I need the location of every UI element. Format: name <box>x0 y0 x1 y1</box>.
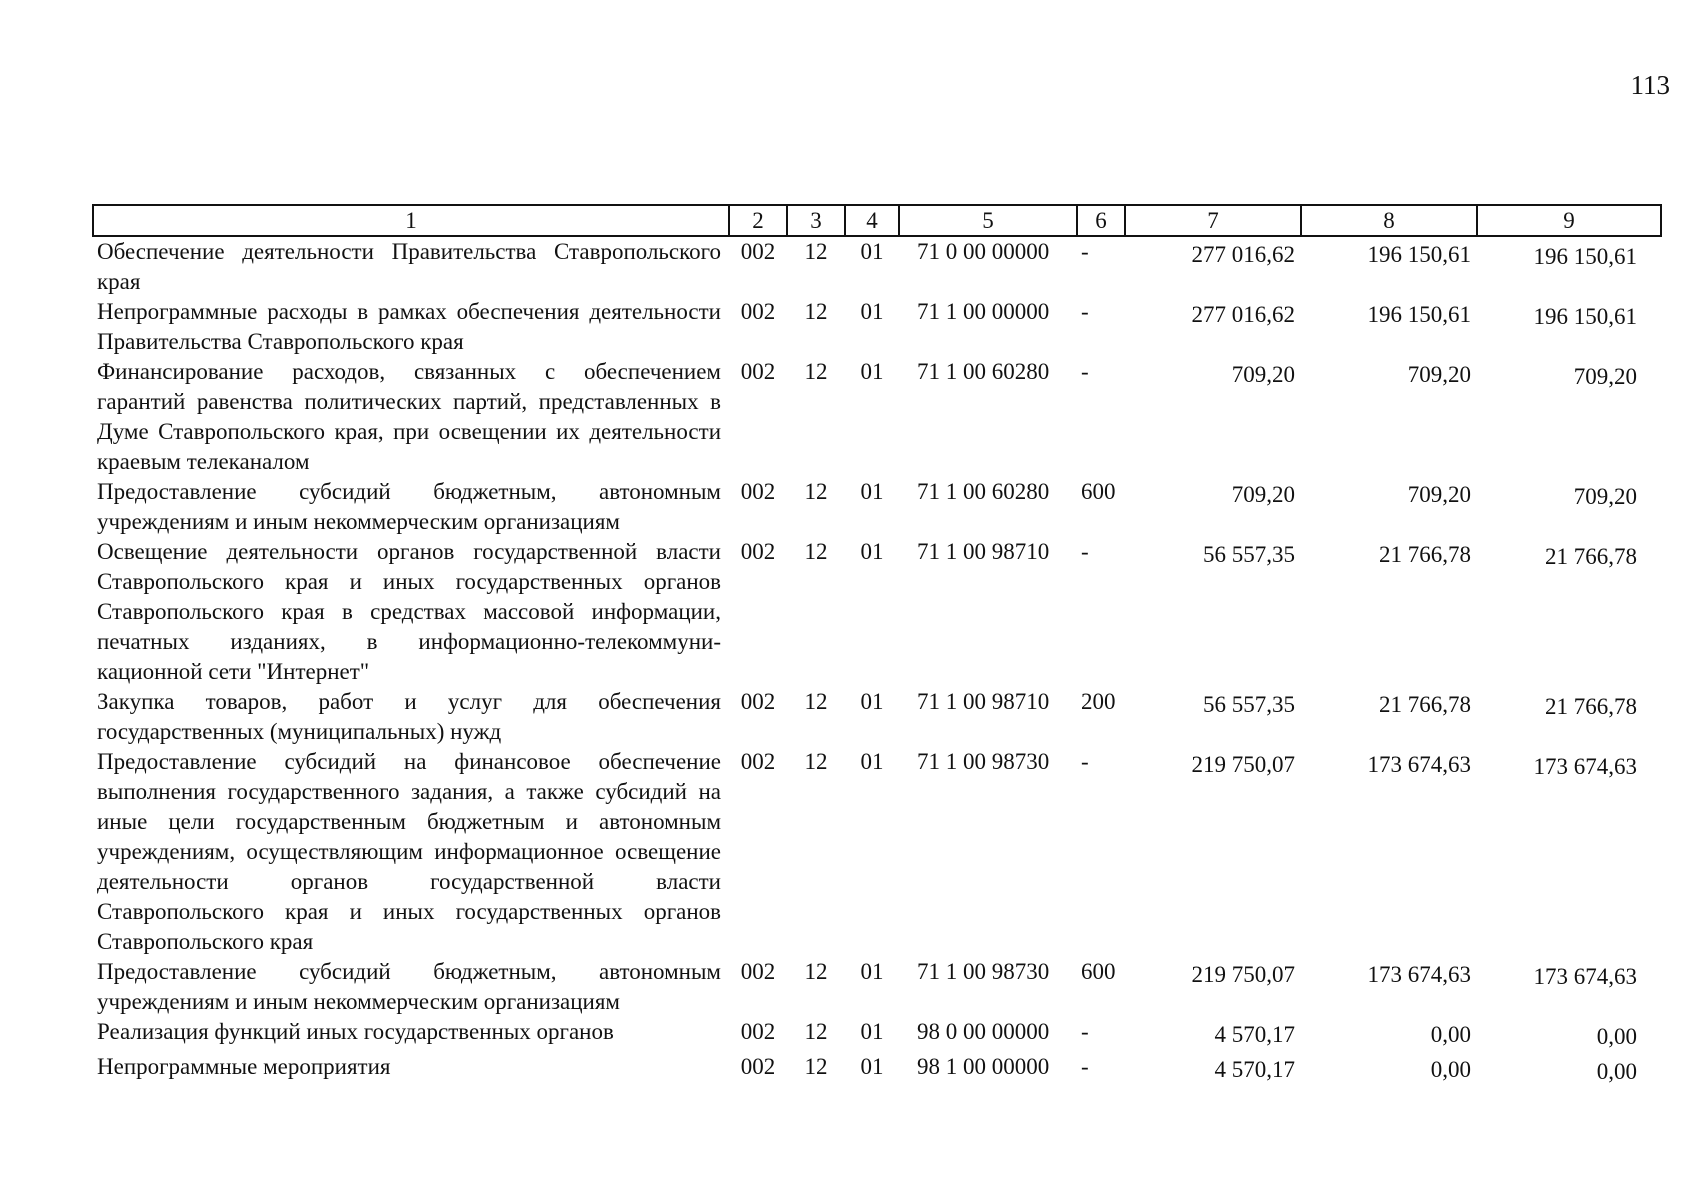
row-target-article: 71 1 00 60280 <box>917 359 1050 384</box>
table-row <box>93 297 1661 357</box>
row-amount-col7: 709,20 <box>1231 482 1295 507</box>
row-target-article: 71 1 00 98710 <box>917 539 1050 564</box>
row-name: Предоставление субсидий на финансовое обеспечение выполнения государственного задания, а также субсидий на иные цели государственным бюджетным и автономным учреждениям, осуществляющим информационное освещение деятельности органов государственной власти Ставропольского края и иных государственных органов Ставропольского края <box>97 749 721 954</box>
row-amount-col8: 21 766,78 <box>1379 692 1471 717</box>
budget-table <box>92 204 1662 1087</box>
row-ministry-code: 002 <box>740 359 776 384</box>
row-amount-col8: 709,20 <box>1407 482 1471 507</box>
row-section-code: 12 <box>804 1054 828 1079</box>
table-row <box>93 1052 1661 1087</box>
row-amount-col9: 0,00 <box>1596 1024 1637 1049</box>
row-expense-type: - <box>1081 239 1089 264</box>
row-amount-col9: 709,20 <box>1573 484 1637 509</box>
row-expense-type: - <box>1081 539 1089 564</box>
row-section-code: 12 <box>804 959 828 984</box>
row-section-code: 12 <box>804 299 828 324</box>
row-ministry-code: 002 <box>740 749 776 774</box>
row-amount-col7: 4 570,17 <box>1214 1022 1295 1047</box>
column-header-1: 1 <box>93 205 729 236</box>
row-amount-col7: 219 750,07 <box>1191 962 1295 987</box>
row-target-article: 71 1 00 98730 <box>917 959 1050 984</box>
row-ministry-code: 002 <box>740 539 776 564</box>
row-subsection-code: 01 <box>860 959 884 984</box>
row-expense-type: 200 <box>1081 689 1116 714</box>
row-subsection-code: 01 <box>860 539 884 564</box>
row-name: Обеспечение деятельности Правительства Ставропольского края <box>97 239 721 294</box>
row-name: Реализация функций иных государственных органов <box>97 1019 614 1044</box>
row-amount-col7: 4 570,17 <box>1214 1057 1295 1082</box>
row-expense-type: - <box>1081 749 1089 774</box>
row-target-article: 71 1 00 00000 <box>917 299 1050 324</box>
row-amount-col7: 277 016,62 <box>1191 302 1295 327</box>
row-amount-col8: 173 674,63 <box>1367 752 1471 777</box>
column-header-6: 6 <box>1077 205 1125 236</box>
row-amount-col8: 196 150,61 <box>1367 302 1471 327</box>
row-amount-col9: 0,00 <box>1596 1059 1637 1084</box>
row-name: Закупка товаров, работ и услуг для обеспечения государственных (муниципальных) нужд <box>97 689 721 744</box>
row-name: Предоставление субсидий бюджетным, автономным учреждениям и иным некоммерческим организациям <box>97 959 721 1014</box>
row-name: Непрограммные мероприятия <box>97 1054 391 1079</box>
row-name: Освещение деятельности органов государственной власти Ставропольского края и иных государственных органов Ставропольского края в средствах массовой информации, печатных изданиях, в информационно-телекоммуни-кационной сети "Интернет" <box>97 539 721 684</box>
row-target-article: 71 1 00 98730 <box>917 749 1050 774</box>
column-header-9: 9 <box>1477 205 1661 236</box>
row-amount-col7: 56 557,35 <box>1203 542 1295 567</box>
row-expense-type: - <box>1081 1019 1089 1044</box>
table-row <box>93 747 1661 957</box>
row-amount-col7: 277 016,62 <box>1191 242 1295 267</box>
row-amount-col7: 709,20 <box>1231 362 1295 387</box>
row-expense-type: - <box>1081 1054 1089 1079</box>
row-amount-col9: 173 674,63 <box>1533 964 1637 989</box>
row-expense-type: 600 <box>1081 959 1116 984</box>
row-ministry-code: 002 <box>740 689 776 714</box>
table-header-row <box>93 205 1661 236</box>
table-row <box>93 537 1661 687</box>
row-amount-col8: 709,20 <box>1407 362 1471 387</box>
row-amount-col8: 21 766,78 <box>1379 542 1471 567</box>
row-ministry-code: 002 <box>740 1019 776 1044</box>
row-section-code: 12 <box>804 1019 828 1044</box>
column-header-7: 7 <box>1125 205 1301 236</box>
row-name: Непрограммные расходы в рамках обеспечения деятельности Правительства Ставропольского края <box>97 299 721 354</box>
row-subsection-code: 01 <box>860 479 884 504</box>
row-section-code: 12 <box>804 359 828 384</box>
column-header-5: 5 <box>899 205 1077 236</box>
row-ministry-code: 002 <box>740 959 776 984</box>
row-amount-col7: 219 750,07 <box>1191 752 1295 777</box>
row-subsection-code: 01 <box>860 1054 884 1079</box>
row-amount-col9: 709,20 <box>1573 364 1637 389</box>
row-expense-type: - <box>1081 359 1089 384</box>
row-section-code: 12 <box>804 479 828 504</box>
row-ministry-code: 002 <box>740 479 776 504</box>
row-amount-col8: 196 150,61 <box>1367 242 1471 267</box>
row-subsection-code: 01 <box>860 1019 884 1044</box>
row-section-code: 12 <box>804 749 828 774</box>
row-ministry-code: 002 <box>740 299 776 324</box>
table-row <box>93 236 1661 297</box>
row-subsection-code: 01 <box>860 749 884 774</box>
row-target-article: 71 1 00 98710 <box>917 689 1050 714</box>
column-header-8: 8 <box>1301 205 1477 236</box>
row-amount-col9: 196 150,61 <box>1533 244 1637 269</box>
row-amount-col9: 21 766,78 <box>1545 694 1637 719</box>
table-row <box>93 687 1661 747</box>
row-amount-col9: 196 150,61 <box>1533 304 1637 329</box>
table-row <box>93 957 1661 1017</box>
page-number: 113 <box>1630 70 1670 100</box>
column-header-4: 4 <box>845 205 899 236</box>
row-subsection-code: 01 <box>860 689 884 714</box>
row-amount-col7: 56 557,35 <box>1203 692 1295 717</box>
table-row <box>93 1017 1661 1052</box>
row-amount-col8: 0,00 <box>1430 1057 1471 1082</box>
row-ministry-code: 002 <box>740 239 776 264</box>
row-amount-col8: 0,00 <box>1430 1022 1471 1047</box>
row-amount-col9: 21 766,78 <box>1545 544 1637 569</box>
row-target-article: 71 1 00 60280 <box>917 479 1050 504</box>
row-ministry-code: 002 <box>740 1054 776 1079</box>
row-subsection-code: 01 <box>860 239 884 264</box>
row-expense-type: - <box>1081 299 1089 324</box>
column-header-3: 3 <box>787 205 845 236</box>
table-row <box>93 357 1661 477</box>
row-expense-type: 600 <box>1081 479 1116 504</box>
row-section-code: 12 <box>804 239 828 264</box>
table-row <box>93 477 1661 537</box>
row-amount-col8: 173 674,63 <box>1367 962 1471 987</box>
row-amount-col9: 173 674,63 <box>1533 754 1637 779</box>
row-subsection-code: 01 <box>860 299 884 324</box>
row-section-code: 12 <box>804 689 828 714</box>
row-name: Финансирование расходов, связанных с обеспечением гарантий равенства политических партий, представленных в Думе Ставропольского края, при освещении их деятельности краевым телеканалом <box>97 359 721 474</box>
row-subsection-code: 01 <box>860 359 884 384</box>
row-target-article: 71 0 00 00000 <box>917 239 1050 264</box>
row-target-article: 98 0 00 00000 <box>917 1019 1050 1044</box>
row-section-code: 12 <box>804 539 828 564</box>
row-name: Предоставление субсидий бюджетным, автономным учреждениям и иным некоммерческим организациям <box>97 479 721 534</box>
row-target-article: 98 1 00 00000 <box>917 1054 1050 1079</box>
column-header-2: 2 <box>729 205 787 236</box>
